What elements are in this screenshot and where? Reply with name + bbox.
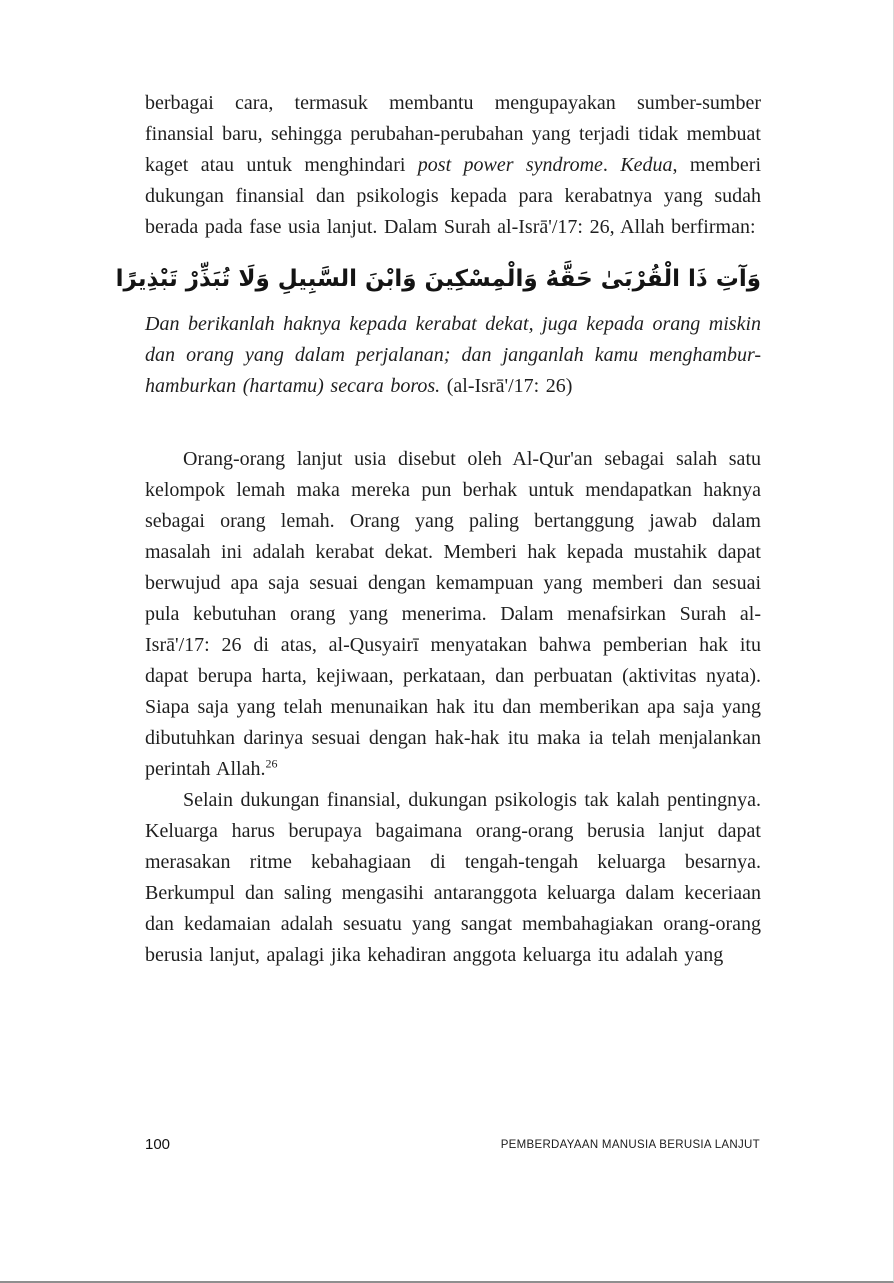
verse-translation bbox=[145, 309, 761, 402]
text-run: Orang-orang lanjut usia disebut oleh Al-Qur'an sebagai salah satu kelompok lemah maka mereka pun berhak untuk mendapatkan haknya sebagai orang lemah. Orang yang paling bertanggung jawab dalam masalah ini adalah kerabat dekat. Memberi hak kepada mustahik dapat berwujud apa saja sesuai dengan kemampuan yang memberi dan sesuai pula kebutuhan orang yang menerima. Dalam menafsirkan Surah al-Isrā'/17: 26 di atas, al-Qusyairī menyatakan bahwa pemberian hak itu dapat berupa harta, kejiwaan, perkataan, dan perbuatan (aktivitas nyata). Siapa saja yang telah menunaikan hak itu dan memberikan apa saja yang dibutuhkan darinya sesuai dengan hak-hak itu maka ia telah menjalankan perintah Allah. bbox=[145, 448, 761, 780]
italic-run-kedua: Kedua bbox=[620, 154, 673, 176]
page-content bbox=[115, 88, 761, 971]
paragraph-2 bbox=[145, 444, 761, 785]
translation-italic-text: Dan berikanlah haknya kepada kerabat dekat, juga kepada orang miskin dan orang yang dalam perjalanan; dan janganlah kamu menghambur-hamburkan (hartamu) secara boros. bbox=[145, 313, 761, 397]
verse-reference: (al-Isrā'/17: 26) bbox=[440, 375, 573, 397]
text-run: . bbox=[602, 154, 621, 176]
page-footer bbox=[145, 1136, 760, 1153]
page-number: 100 bbox=[145, 1136, 171, 1153]
italic-run-post-power-syndrome: post power syndrome bbox=[417, 154, 603, 176]
arabic-verse: وَآتِ ذَا الْقُرْبَىٰ حَقَّهُ وَالْمِسْكِينَ وَابْنَ السَّبِيلِ وَلَا تُبَذِّرْ تَبْذِيرًا bbox=[115, 266, 761, 292]
footnote-reference-26: 26 bbox=[265, 756, 278, 771]
paragraph-3: Selain dukungan finansial, dukungan psikologis tak kalah pentingnya. Keluarga harus berupaya bagaimana orang-orang berusia lanjut dapat merasakan ritme kebahagiaan di tengah-tengah keluarga besarnya. Berkumpul dan saling mengasihi antaranggota keluarga dalam keceriaan dan kedamaian adalah sesuatu yang sangat membahagiakan orang-orang berusia lanjut, apalagi jika kehadiran anggota keluarga itu adalah yang bbox=[145, 789, 761, 966]
paragraph-1 bbox=[145, 88, 761, 243]
text-run: berbagai cara, termasuk membantu mengupayakan sumber-sumber finansial baru, sehingga perubahan-perubahan yang terjadi tidak membuat kaget atau untuk menghindari bbox=[145, 92, 761, 176]
text-run: , memberi dukungan finansial dan psikologis kepada para kerabatnya yang sudah berada pada fase usia lanjut. Dalam Surah al-Isrā'/17: 26, Allah berfirman: bbox=[145, 154, 761, 238]
running-title: PEMBERDAYAAN MANUSIA BERUSIA LANJUT bbox=[500, 1139, 760, 1151]
